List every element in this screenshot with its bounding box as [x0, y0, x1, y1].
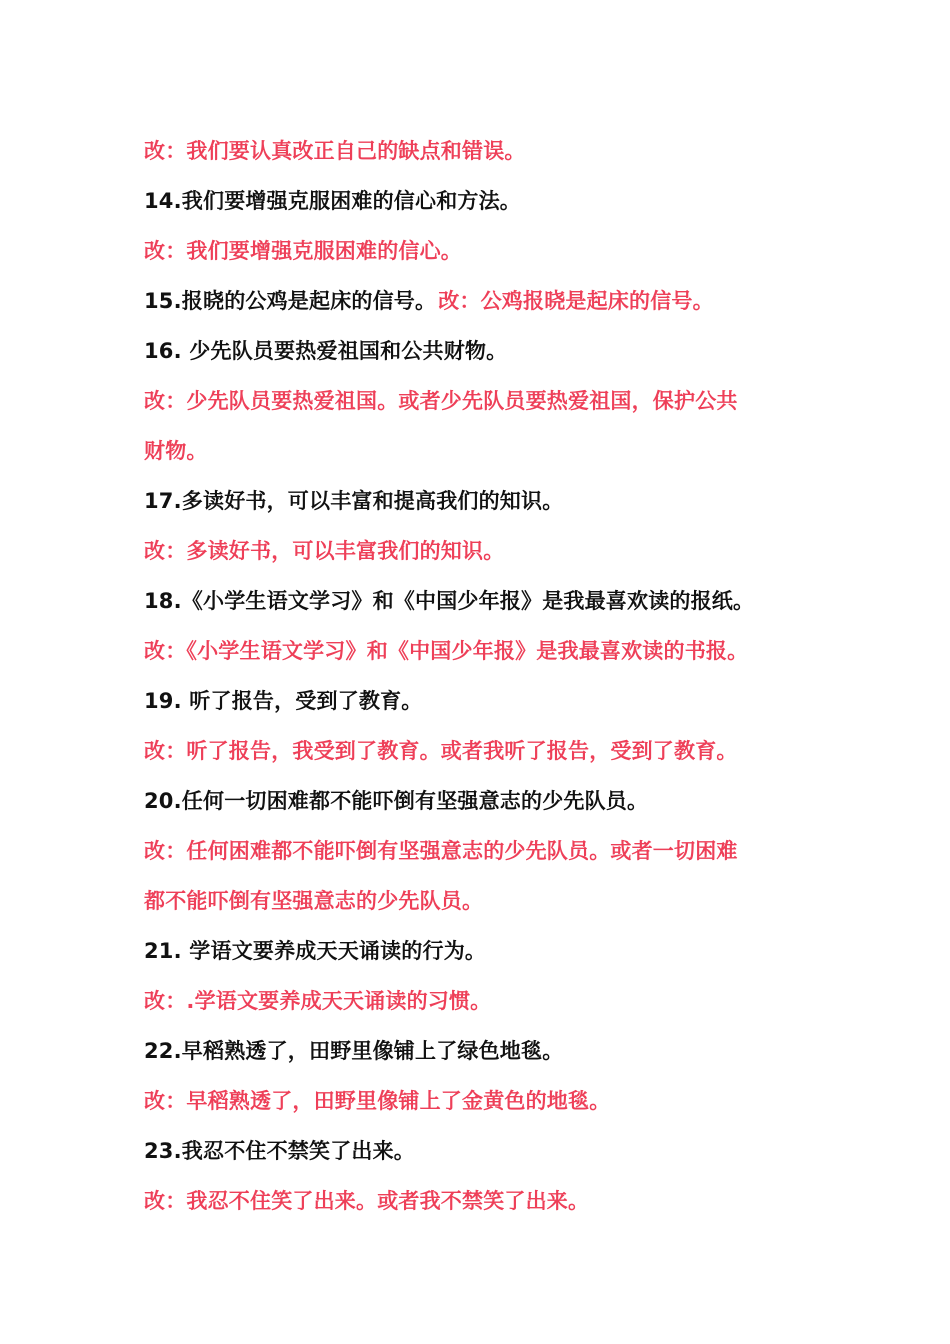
text-line: [144, 376, 814, 426]
sentence-text: 16. 少先队员要热爱祖国和公共财物。: [144, 339, 508, 363]
text-line: [144, 1126, 814, 1176]
text-line: [144, 776, 814, 826]
text-line: [144, 176, 814, 226]
text-line: [144, 526, 814, 576]
text-line: [144, 976, 814, 1026]
sentence-text: 22.早稻熟透了，田野里像铺上了绿色地毯。: [144, 1039, 564, 1063]
sentence-text: 20.任何一切困难都不能吓倒有坚强意志的少先队员。: [144, 789, 649, 813]
correction-text: 改：听了报告，我受到了教育。或者我听了报告，受到了教育。: [144, 739, 738, 763]
sentence-text: 21. 学语文要养成天天诵读的行为。: [144, 939, 487, 963]
correction-text: 改：我们要认真改正自己的缺点和错误。: [144, 139, 526, 163]
text-line: [144, 226, 814, 276]
correction-text: 改：我们要增强克服困难的信心。: [144, 239, 462, 263]
text-line: [144, 326, 814, 376]
correction-text: 都不能吓倒有坚强意志的少先队员。: [144, 889, 484, 913]
text-line: [144, 276, 814, 326]
sentence-text: 18.《小学生语文学习》和《中国少年报》是我最喜欢读的报纸。: [144, 589, 755, 613]
correction-text: 改：.学语文要养成天天诵读的习惯。: [144, 989, 492, 1013]
text-line: [144, 876, 814, 926]
text-line: [144, 1076, 814, 1126]
correction-text: 改：《小学生语文学习》和《中国少年报》是我最喜欢读的书报。: [144, 639, 749, 663]
text-line: [144, 626, 814, 676]
sentence-text: 23.我忍不住不禁笑了出来。: [144, 1139, 416, 1163]
sentence-text: 14.我们要增强克服困难的信心和方法。: [144, 189, 521, 213]
correction-text: 财物。: [144, 439, 208, 463]
correction-text: 改：早稻熟透了，田野里像铺上了金黄色的地毯。: [144, 1089, 611, 1113]
sentence-text: 15.报晓的公鸡是起床的信号。: [144, 289, 437, 313]
text-line: [144, 926, 814, 976]
text-line: [144, 726, 814, 776]
correction-text: 改：公鸡报晓是起床的信号。: [438, 289, 714, 313]
text-line: [144, 126, 814, 176]
correction-text: 改：多读好书，可以丰富我们的知识。: [144, 539, 505, 563]
correction-text: 改：少先队员要热爱祖国。或者少先队员要热爱祖国，保护公共: [144, 389, 738, 413]
text-line: [144, 826, 814, 876]
correction-text: 改：任何困难都不能吓倒有坚强意志的少先队员。或者一切困难: [144, 839, 738, 863]
text-line: [144, 1176, 814, 1226]
sentence-text: 19. 听了报告，受到了教育。: [144, 689, 423, 713]
text-line: [144, 576, 814, 626]
sentence-text: 17.多读好书，可以丰富和提高我们的知识。: [144, 489, 564, 513]
text-line: [144, 676, 814, 726]
correction-text: 改：我忍不住笑了出来。或者我不禁笑了出来。: [144, 1189, 590, 1213]
text-line: [144, 426, 814, 476]
text-line: [144, 476, 814, 526]
text-body: [144, 126, 814, 1226]
text-line: [144, 1026, 814, 1076]
